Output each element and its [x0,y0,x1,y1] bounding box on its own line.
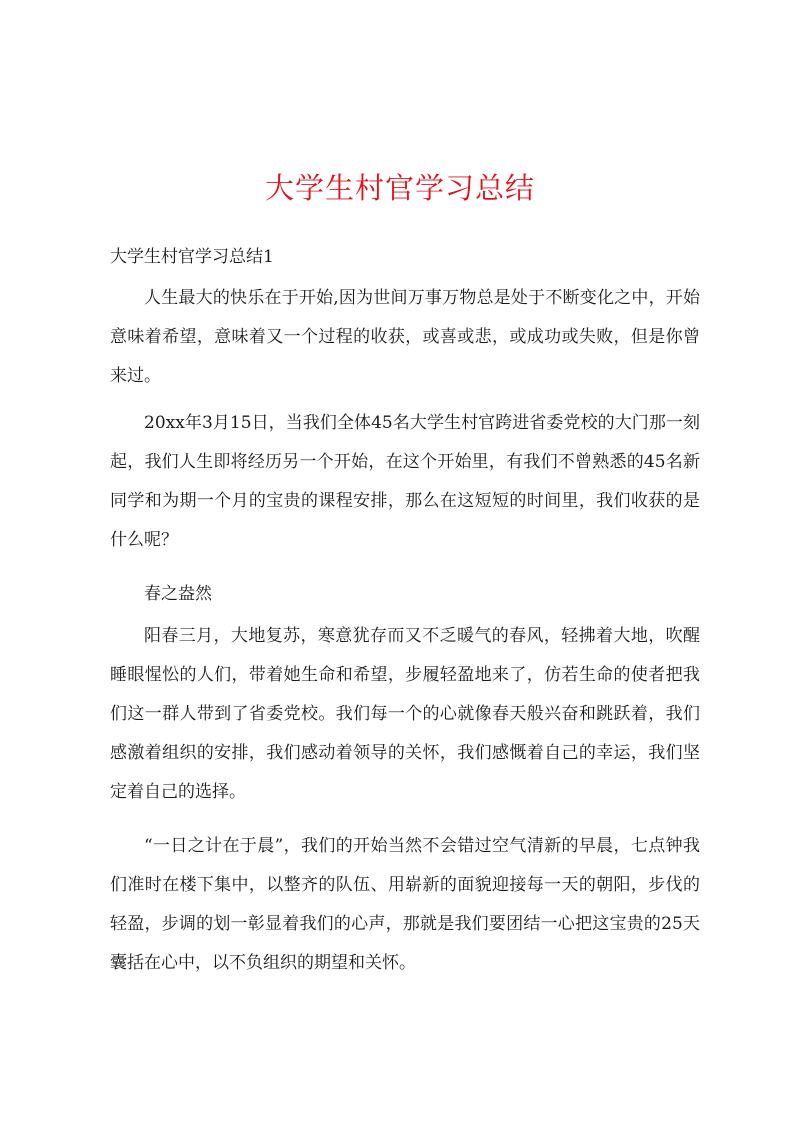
paragraph-1: 人生最大的快乐在于开始,因为世间万事万物总是处于不断变化之中，开始意味着希望，意味着又一个过程的收获，或喜或悲，或成功或失败，但是你曾来过。 [110,288,700,386]
paragraph-3: 阳春三月，大地复苏，寒意犹存而又不乏暖气的春风，轻拂着大地，吹醒睡眼惺忪的人们，带着她生命和希望，步履轻盈地来了，仿若生命的使者把我们这一群人带到了省委党校。我们每一个的心就像春天般兴奋和跳跃着，我们感激着组织的安排，我们感动着领导的关怀，我们感慨着自己的幸运，我们坚定着自己的选择。 [110,626,700,802]
paragraph-2: 20xx年3月15日，当我们全体45名大学生村官跨进省委党校的大门那一刻起，我们人生即将经历另一个开始，在这个开始里，有我们不曾熟悉的45名新同学和为期一个月的宝贵的课程安排，那么在这短短的时间里，我们收获的是什么呢？ [110,413,700,550]
section-heading: 大学生村官学习总结1 [110,247,274,267]
paragraph-4: “一日之计在于晨”，我们的开始当然不会错过空气清新的早晨，七点钟我们准时在楼下集中，以整齐的队伍、用崭新的面貌迎接每一天的朝阳，步伐的轻盈，步调的划一彰显着我们的心声，那就是我们要团结一心把这宝贵的25天囊括在心中，以不负组织的期望和关怀。 [110,836,700,973]
subsection-heading: 春之盎然 [144,584,212,604]
document-title: 大学生村官学习总结 [264,171,535,205]
